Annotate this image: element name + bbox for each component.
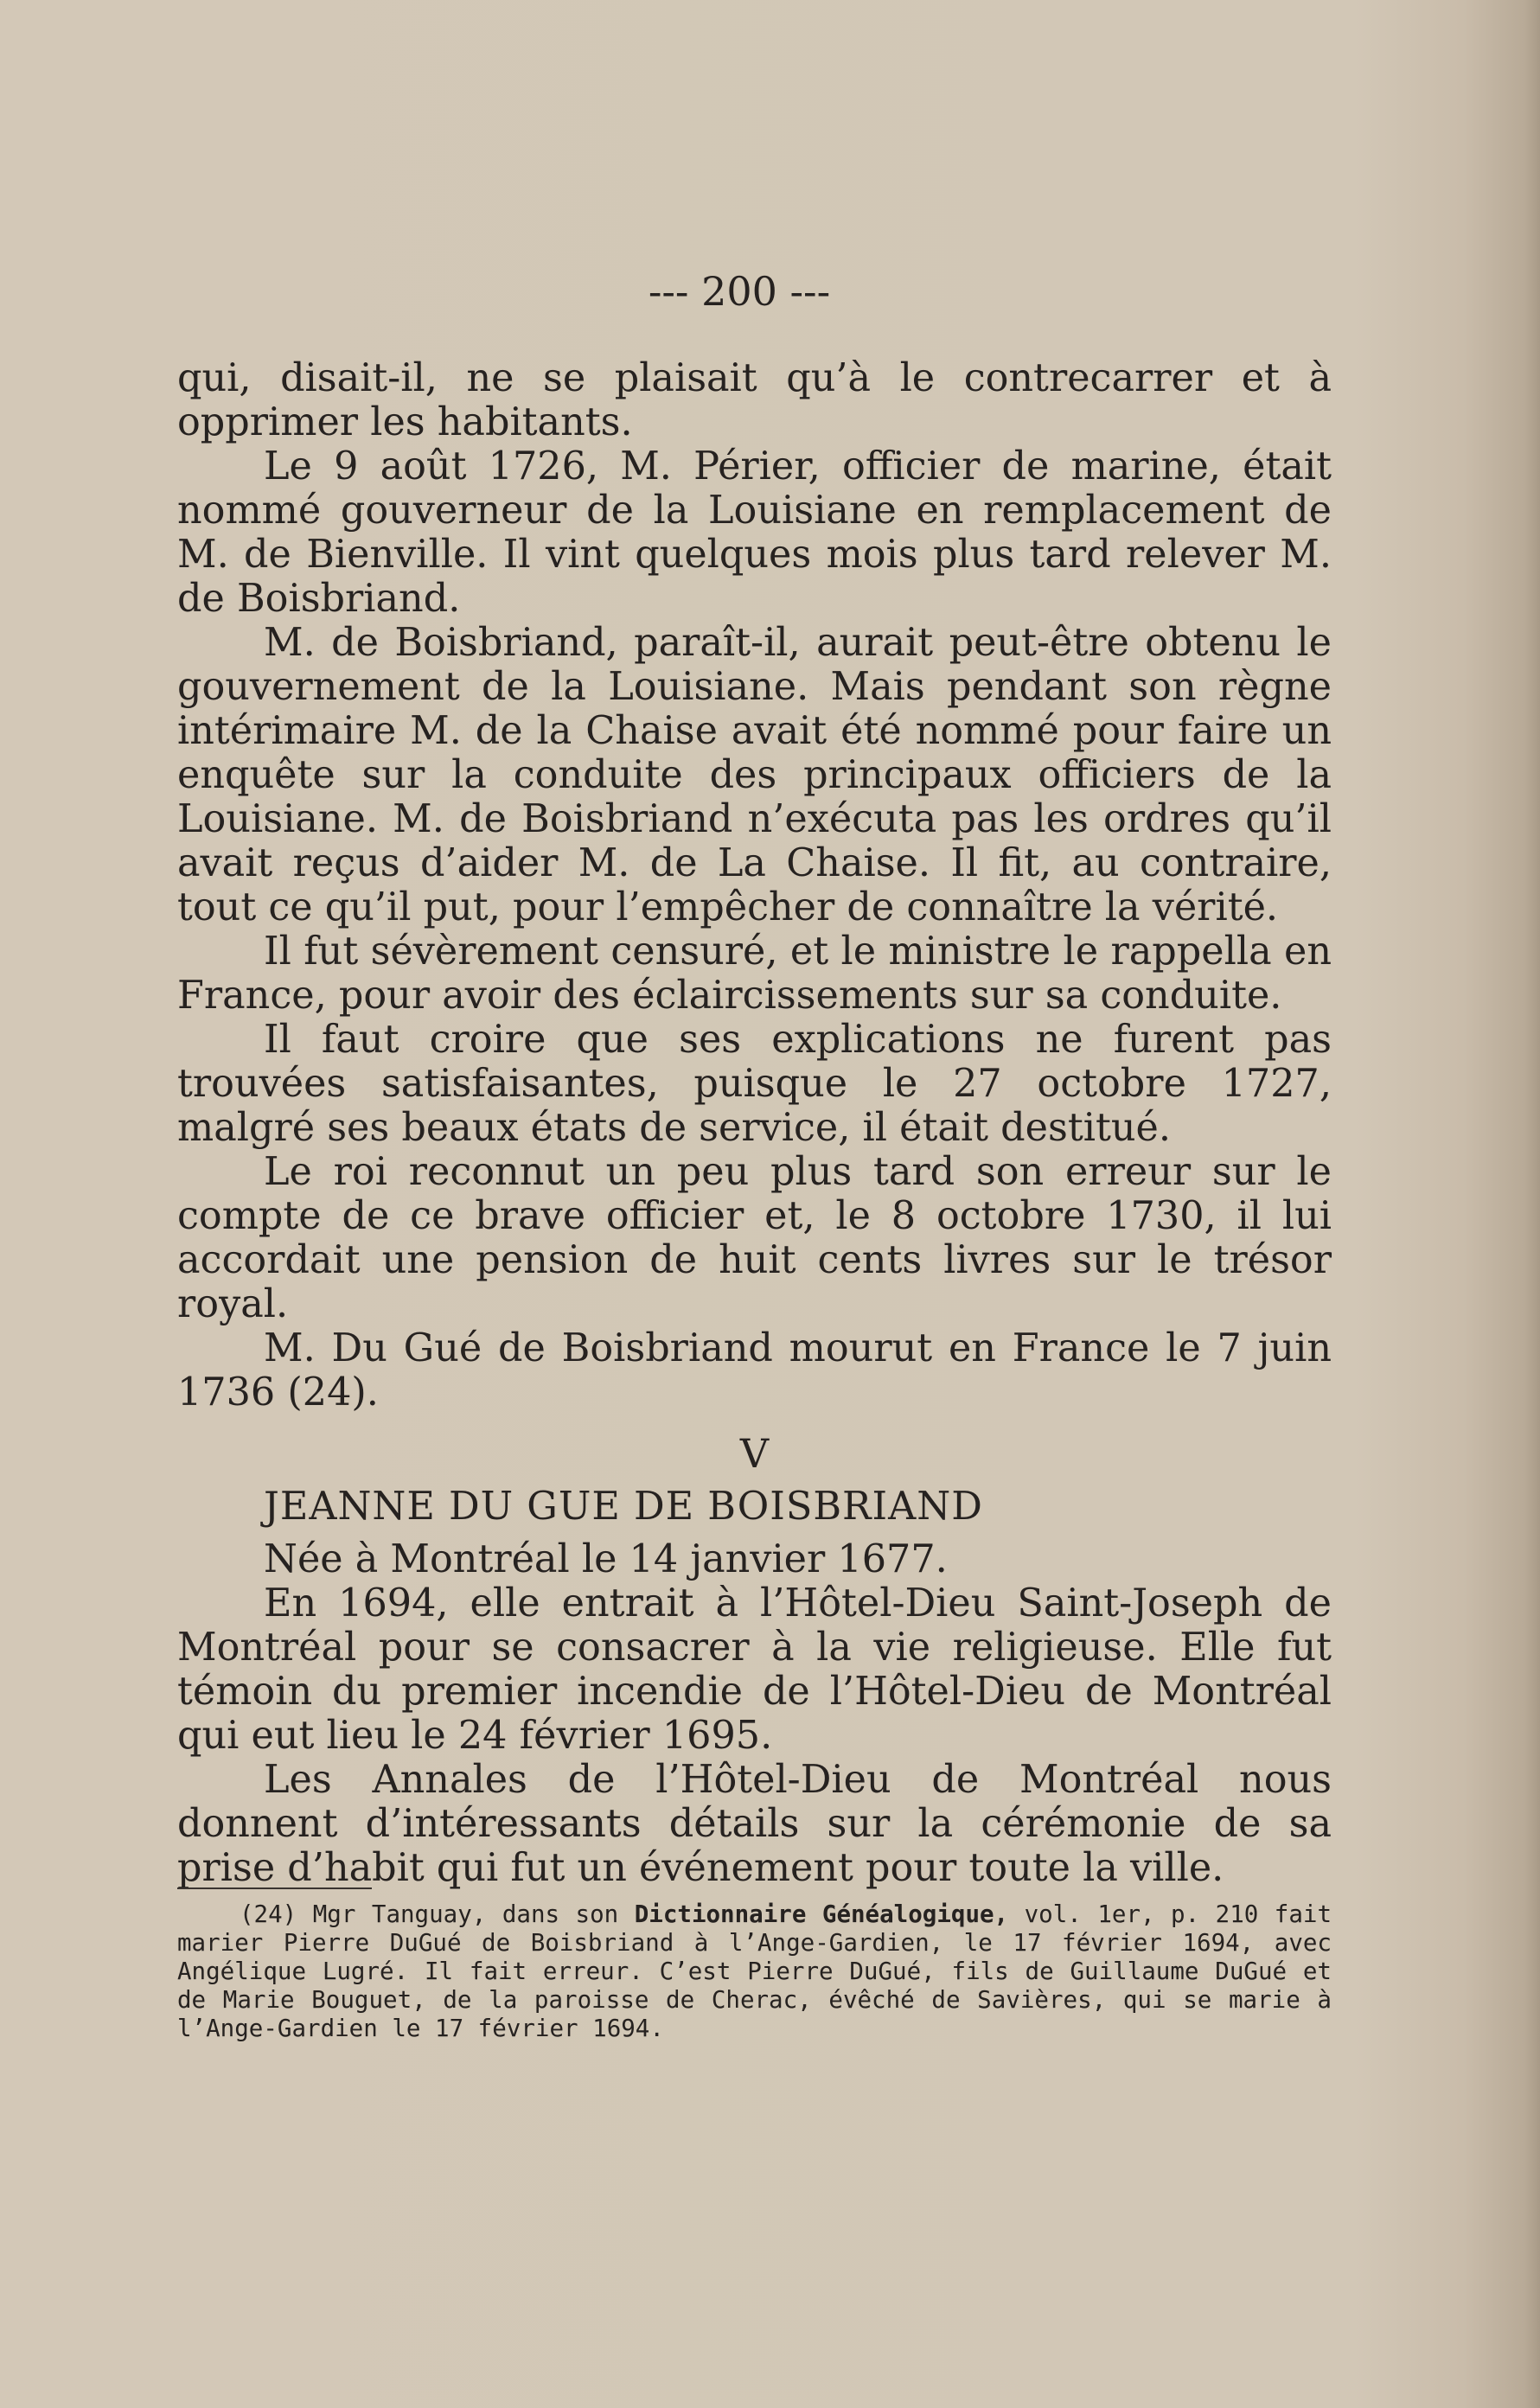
- body-text: [177, 356, 1332, 1890]
- paragraph: M. Du Gué de Boisbriand mourut en France le 7 juin 1736 (24).: [177, 1326, 1332, 1415]
- footnote-book-title: Dictionnaire Généalogique,: [634, 1900, 1009, 1928]
- paragraph: En 1694, elle entrait à l’Hôtel-Dieu Saint-Joseph de Montréal pour se consacrer à la vie religieuse. Elle fut témoin du premier incendie de l’Hôtel-Dieu de Montréal qui eut lieu le 24 février 1695.: [177, 1581, 1332, 1758]
- paragraph: M. de Boisbriand, paraît-il, aurait peut-être obtenu le gouvernement de la Louisiane. Mais pendant son règne intérimaire M. de la Chaise avait été nommé pour faire un enquête sur la conduite des principaux officiers de la Louisiane. M. de Boisbriand n’exécuta pas les ordres qu’il avait reçus d’aider M. de La Chaise. Il fit, au contraire, tout ce qu’il put, pour l’empêcher de connaître la vérité.: [177, 621, 1332, 929]
- footnote-marker: (24): [240, 1900, 297, 1928]
- paragraph: Le roi reconnut un peu plus tard son erreur sur le compte de ce brave officier et, le 8 octobre 1730, il lui accordait une pension de huit cents livres sur le trésor royal.: [177, 1150, 1332, 1326]
- footnote-divider: [177, 1887, 372, 1889]
- section-title: JEANNE DU GUE DE BOISBRIAND: [264, 1485, 983, 1529]
- paragraph: Il fut sévèrement censuré, et le ministre le rappella en France, pour avoir des éclaircissements sur sa conduite.: [177, 929, 1332, 1018]
- page-number: --- 200 ---: [648, 268, 831, 315]
- section-number: V: [739, 1430, 770, 1477]
- footnote-text: Mgr Tanguay, dans son: [312, 1900, 619, 1928]
- paragraph: Il faut croire que ses explications ne furent pas trouvées satisfaisantes, puisque le 27 octobre 1727, malgré ses beaux états de service, il était destitué.: [177, 1018, 1332, 1150]
- footnote: [177, 1900, 1332, 2043]
- footnote-text: vol. 1er, p. 210 fait marier Pierre DuGué de Boisbriand à l’Ange-Gardien, le 17 février 1694, avec Angélique Lugré. Il fait erreur. C’est Pierre DuGué, fils de Guillaume DuGué et de Marie Bouguet, de la paroisse de Cherac, évêché de Savières, qui se marie à l’Ange-Gardien le 17 février 1694.: [177, 1900, 1332, 2042]
- paragraph: Née à Montréal le 14 janvier 1677.: [264, 1537, 948, 1581]
- paragraph: qui, disait-il, ne se plaisait qu’à le contrecarrer et à opprimer les habitants.: [177, 356, 1332, 444]
- paragraph: Le 9 août 1726, M. Périer, officier de marine, était nommé gouverneur de la Louisiane en remplacement de M. de Bienville. Il vint quelques mois plus tard relever M. de Boisbriand.: [177, 444, 1332, 621]
- paragraph: Les Annales de l’Hôtel-Dieu de Montréal nous donnent d’intéressants détails sur la cérémonie de sa prise d’habit qui fut un événement pour toute la ville.: [177, 1758, 1332, 1890]
